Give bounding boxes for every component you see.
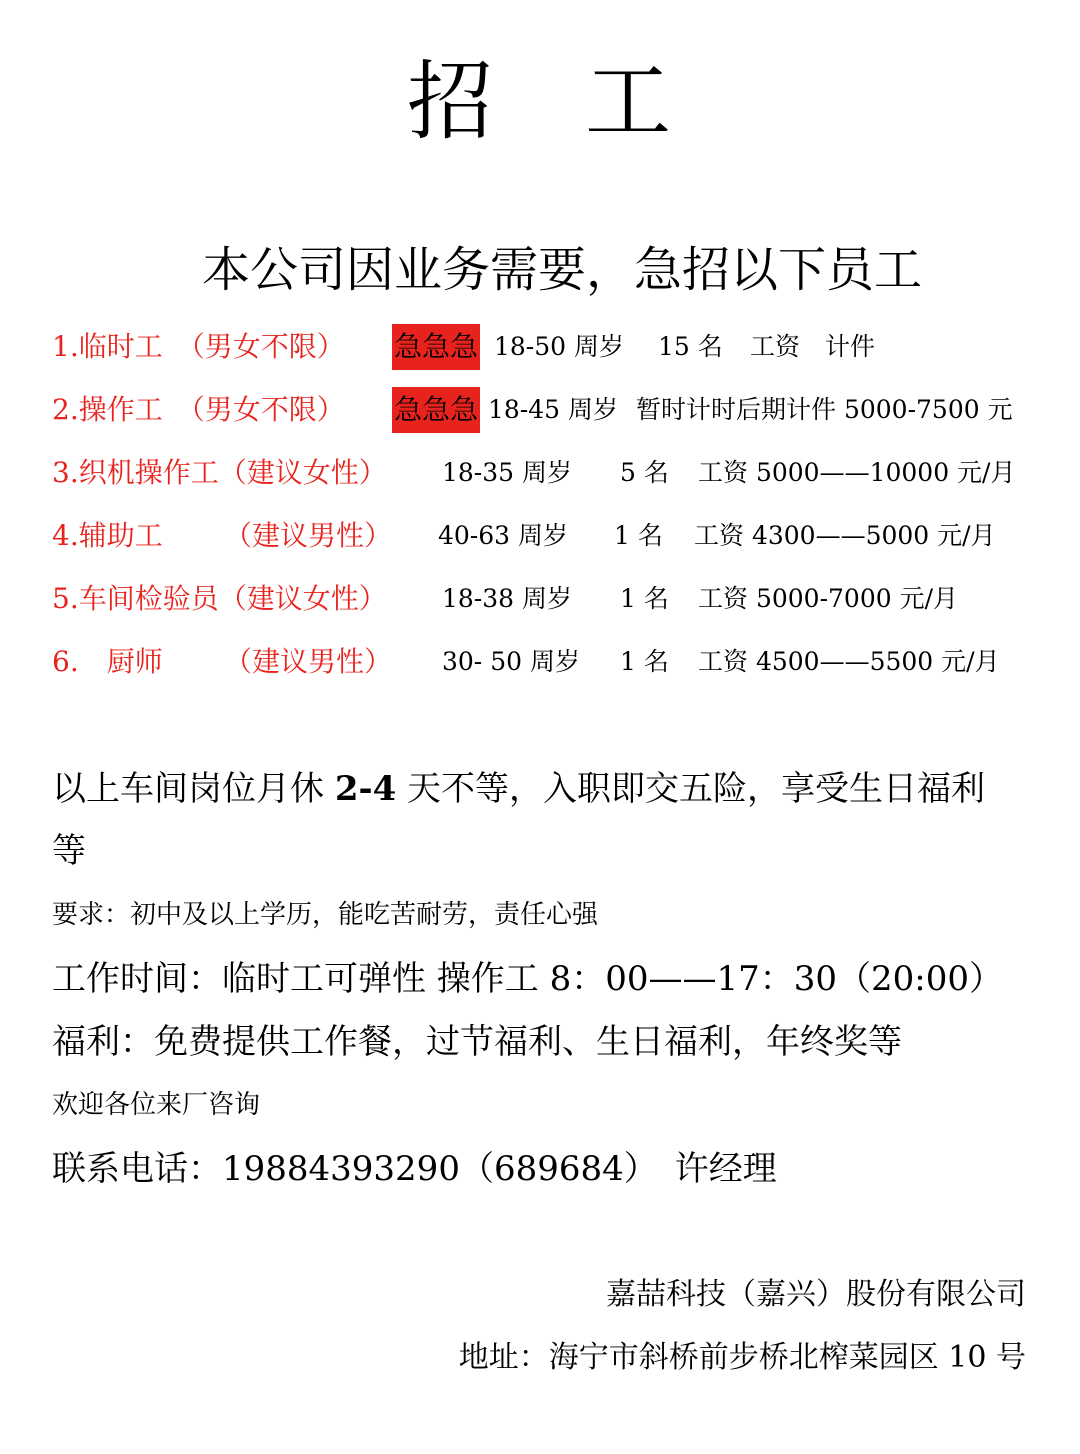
urgent-badge: 急急急	[392, 324, 480, 370]
job-age: 18-35 周岁	[442, 458, 573, 487]
company-name: 嘉喆科技（嘉兴）股份有限公司	[606, 1277, 1026, 1312]
job-position: 6. 厨师	[52, 645, 163, 678]
job-count: 1 名	[614, 521, 663, 550]
job-position: 3.织机操作工（建议女性）	[52, 456, 387, 489]
welcome: 欢迎各位来厂咨询	[52, 1090, 261, 1120]
rest-info-cont: 等	[52, 831, 86, 871]
job-age: 18-50 周岁	[494, 332, 625, 361]
job-salary: 工资 5000——10000 元/月	[698, 458, 1016, 487]
job-gender: （建议男性）	[224, 519, 393, 552]
job-position: 2.操作工 （男女不限）	[52, 393, 345, 426]
subtitle: 本公司因业务需要，急招以下员工	[201, 242, 922, 298]
rest-text-a: 以上车间岗位月休	[52, 769, 335, 809]
job-salary: 工资 4300——5000 元/月	[694, 521, 996, 550]
job-count: 1 名	[620, 584, 669, 613]
job-age: 30- 50 周岁	[442, 647, 580, 676]
job-count: 1 名	[620, 647, 669, 676]
job-count: 15 名	[658, 332, 723, 361]
company-address: 地址：海宁市斜桥前步桥北榨菜园区 10 号	[458, 1340, 1026, 1375]
rest-info	[52, 758, 985, 820]
title-char-1: 招	[407, 52, 495, 152]
title-char-2: 工	[585, 52, 673, 152]
benefits: 福利：免费提供工作餐，过节福利、生日福利，年终奖等	[52, 1022, 902, 1062]
rest-days: 2-4	[334, 769, 397, 809]
job-age: 40-63 周岁	[438, 521, 569, 550]
urgent-badge: 急急急	[392, 387, 480, 433]
job-gender: （建议男性）	[224, 645, 393, 678]
page-title	[0, 52, 1080, 152]
job-salary: 暂时计时后期计件 5000-7500 元	[636, 395, 1013, 424]
job-position: 5.车间检验员（建议女性）	[52, 582, 387, 615]
job-salary: 工资 4500——5500 元/月	[698, 647, 1000, 676]
job-age: 18-45 周岁	[488, 395, 619, 424]
job-salary: 工资 5000-7000 元/月	[698, 584, 959, 613]
job-count: 5 名	[620, 458, 669, 487]
job-age: 18-38 周岁	[442, 584, 573, 613]
job-salary: 工资 计件	[750, 332, 876, 361]
contact: 联系电话：19884393290（689684） 许经理	[52, 1149, 777, 1189]
requirement: 要求：初中及以上学历，能吃苦耐劳，责任心强	[52, 900, 599, 930]
job-position: 4.辅助工	[52, 519, 163, 552]
rest-text-b: 天不等，入职即交五险，享受生日福利	[396, 769, 986, 809]
job-position: 1.临时工 （男女不限）	[52, 330, 345, 363]
work-time: 工作时间：临时工可弹性 操作工 8：00——17：30（20:00）	[52, 959, 1004, 999]
